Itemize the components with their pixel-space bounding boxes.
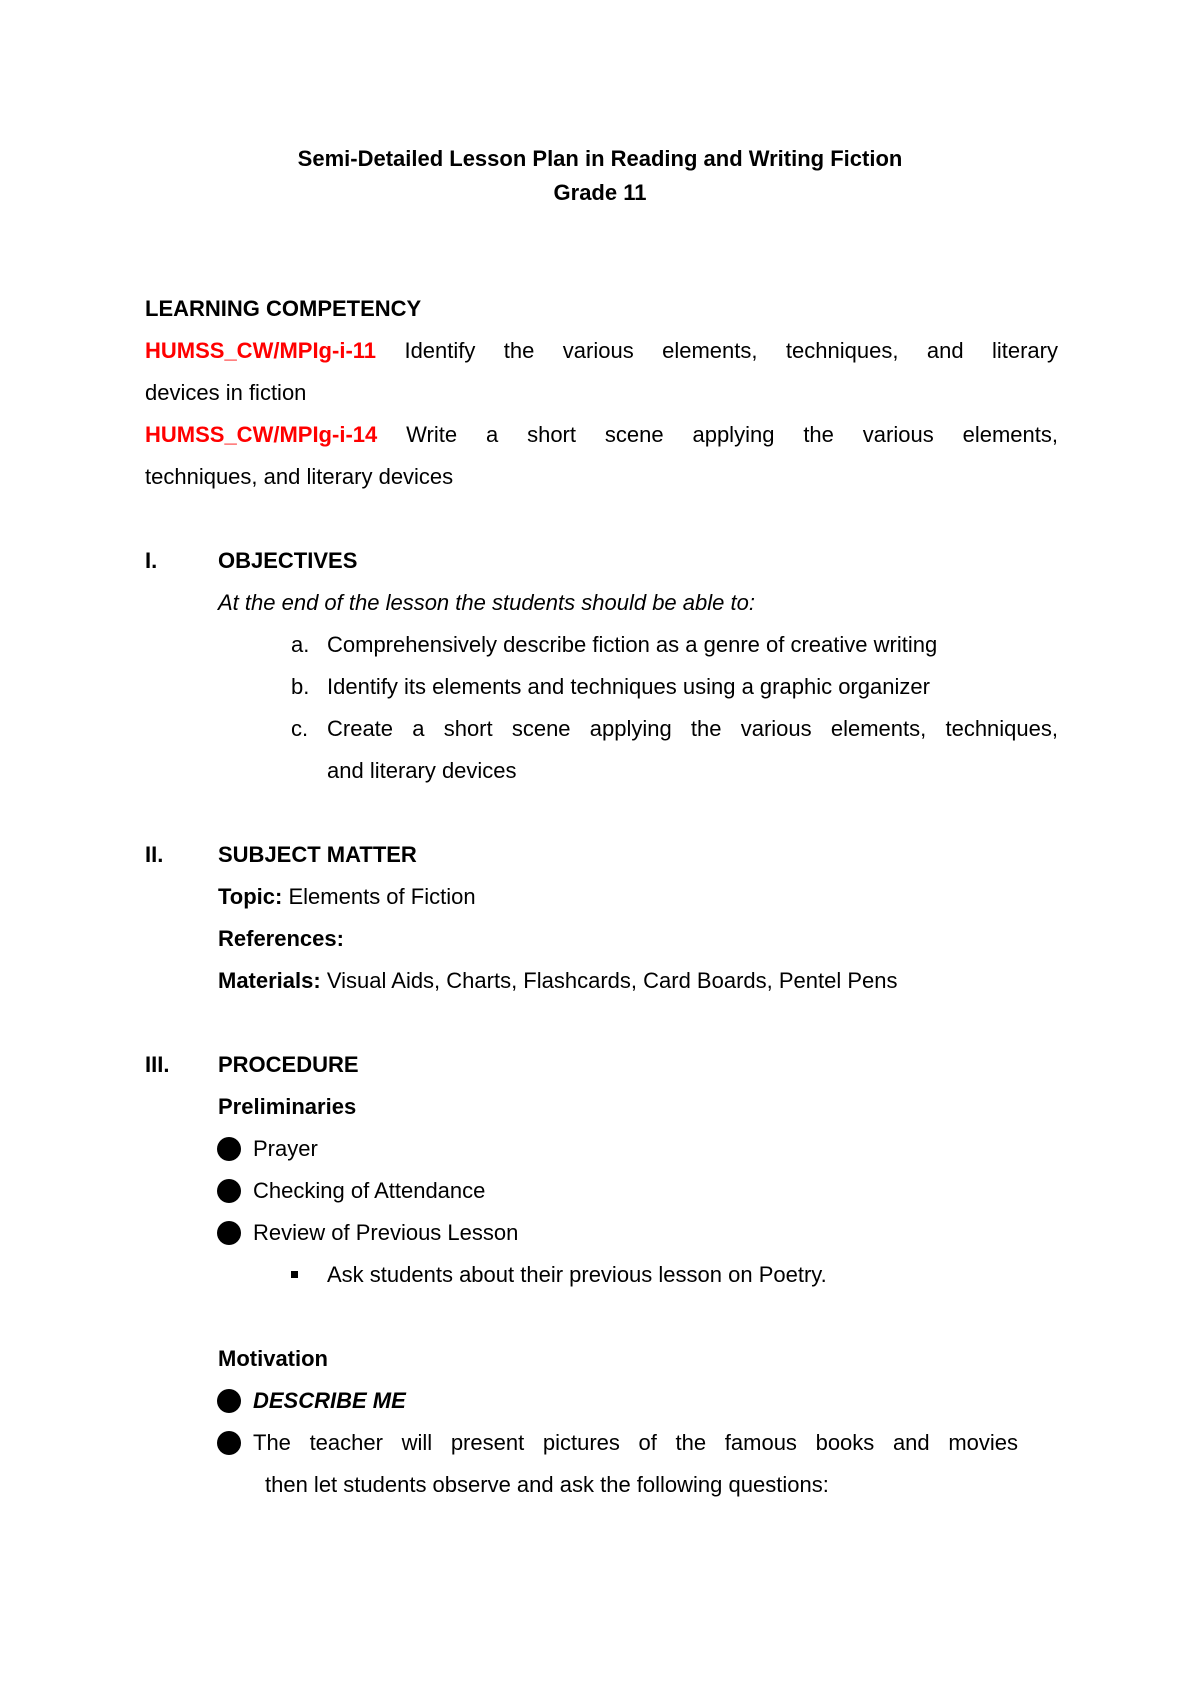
preliminary-item: Checking of Attendance bbox=[253, 1178, 486, 1203]
document-title: Semi-Detailed Lesson Plan in Reading and Writing Fiction bbox=[297, 146, 903, 171]
materials-line bbox=[218, 968, 898, 994]
preliminary-item: Prayer bbox=[253, 1136, 318, 1161]
objective-item: Identify its elements and techniques using a graphic organizer bbox=[327, 674, 930, 699]
section-numeral: II. bbox=[145, 842, 164, 867]
preliminary-item: Review of Previous Lesson bbox=[253, 1220, 519, 1245]
bullet-icon bbox=[217, 1221, 241, 1245]
bullet-icon bbox=[217, 1179, 241, 1203]
topic-label: Topic: bbox=[218, 884, 283, 909]
objective-item-continued: and literary devices bbox=[327, 758, 517, 783]
motivation-description: The teacher will present pictures of the famous books and movies bbox=[253, 1430, 1018, 1455]
objectives-heading: OBJECTIVES bbox=[218, 548, 358, 573]
competency-text: Write a short scene applying the various elements, bbox=[406, 422, 1058, 447]
topic-line bbox=[218, 884, 476, 910]
subject-matter-heading: SUBJECT MATTER bbox=[218, 842, 417, 867]
square-bullet-icon bbox=[291, 1271, 298, 1278]
objective-item: Create a short scene applying the various elements, techniques, bbox=[327, 716, 1058, 741]
competency-text: Identify the various elements, techniques, and literary bbox=[404, 338, 1058, 363]
document-grade: Grade 11 bbox=[553, 180, 647, 205]
preliminary-sub-item: Ask students about their previous lesson on Poetry. bbox=[327, 1262, 827, 1287]
motivation-description-continued: then let students observe and ask the following questions: bbox=[265, 1472, 829, 1497]
competency-code: HUMSS_CW/MPIg-i-14 bbox=[145, 422, 378, 447]
section-numeral: I. bbox=[145, 548, 158, 573]
section-numeral: III. bbox=[145, 1052, 170, 1077]
objectives-intro: At the end of the lesson the students should be able to: bbox=[218, 590, 755, 615]
topic-value: Elements of Fiction bbox=[288, 884, 476, 909]
objective-letter: c. bbox=[291, 716, 309, 741]
competency-item-1 bbox=[145, 338, 1058, 364]
procedure-heading: PROCEDURE bbox=[218, 1052, 359, 1077]
objective-item: Comprehensively describe fiction as a genre of creative writing bbox=[327, 632, 938, 657]
motivation-activity: DESCRIBE ME bbox=[253, 1388, 406, 1413]
competency-item-2 bbox=[145, 422, 1058, 448]
bullet-icon bbox=[217, 1389, 241, 1413]
bullet-icon bbox=[217, 1137, 241, 1161]
objective-letter: b. bbox=[291, 674, 310, 699]
motivation-heading: Motivation bbox=[218, 1346, 328, 1371]
competency-text-continued: techniques, and literary devices bbox=[145, 464, 454, 489]
materials-label: Materials: bbox=[218, 968, 321, 993]
objective-letter: a. bbox=[291, 632, 310, 657]
preliminaries-heading: Preliminaries bbox=[218, 1094, 357, 1119]
bullet-icon bbox=[217, 1431, 241, 1455]
competency-heading: LEARNING COMPETENCY bbox=[145, 296, 422, 321]
competency-code: HUMSS_CW/MPIg-i-11 bbox=[145, 338, 377, 363]
competency-text-continued: devices in fiction bbox=[145, 380, 307, 405]
references-label: References: bbox=[218, 926, 344, 951]
materials-value: Visual Aids, Charts, Flashcards, Card Boards, Pentel Pens bbox=[326, 968, 898, 993]
